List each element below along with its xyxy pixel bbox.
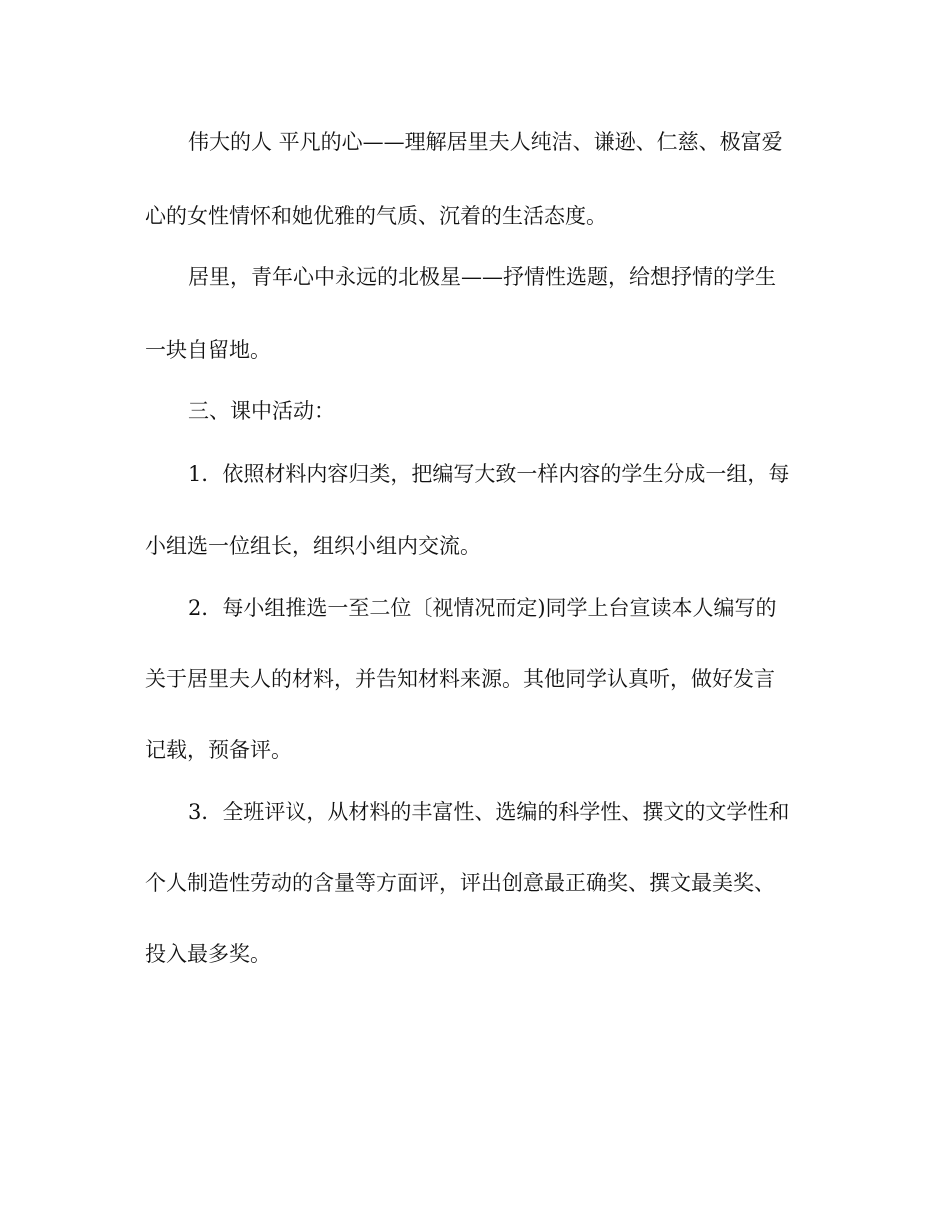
item-2-line-1: 2．每小组推选一至二位〔视情况而定)同学上台宣读本人编写的 (188, 596, 777, 620)
item-2-line-3: 记载，预备评。 (145, 738, 292, 762)
item-3-line-3: 投入最多奖。 (145, 942, 271, 966)
paragraph-1-line-1: 伟大的人 平凡的心——理解居里夫人纯洁、谦逊、仁慈、极富爱 (188, 130, 783, 154)
paragraph-2-line-1: 居里，青年心中永远的北极星——抒情性选题，给想抒情的学生 (188, 265, 776, 289)
paragraph-2-line-2: 一块自留地。 (145, 338, 271, 362)
item-2-line-2: 关于居里夫人的材料，并告知材料来源。其他同学认真听，做好发言 (145, 667, 775, 691)
item-1-line-1: 1．依照材料内容归类，把编写大致一样内容的学生分成一组，每 (188, 462, 790, 486)
item-1-line-2: 小组选一位组长，组织小组内交流。 (145, 534, 481, 558)
paragraph-1-line-2: 心的女性情怀和她优雅的气质、沉着的生活态度。 (145, 204, 607, 228)
item-3-line-1: 3．全班评议，从材料的丰富性、选编的科学性、撰文的文学性和 (188, 800, 790, 824)
section-heading: 三、课中活动： (188, 399, 335, 423)
item-3-line-2: 个人制造性劳动的含量等方面评，评出创意最正确奖、撰文最美奖、 (145, 871, 775, 895)
